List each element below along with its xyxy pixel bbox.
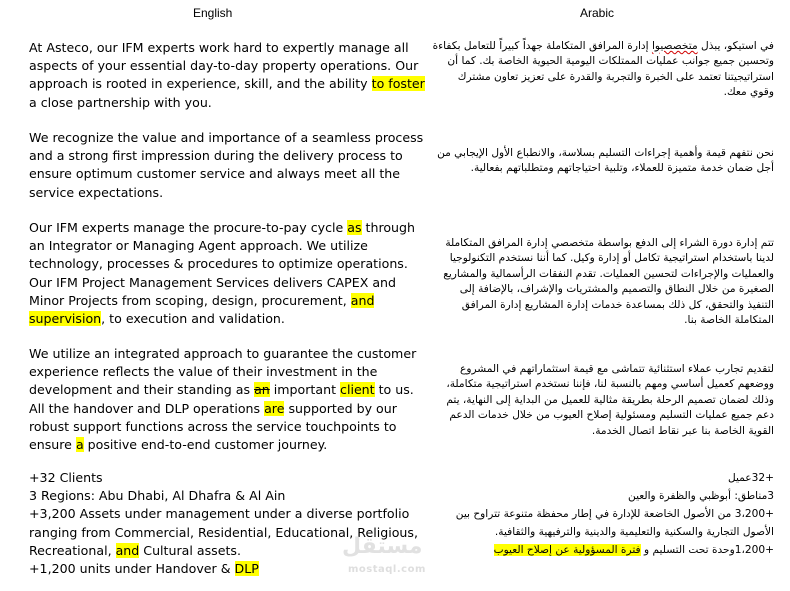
text-run: positive end-to-end customer journey. [83,436,328,452]
english-column-header: English [193,6,233,20]
text-line: and a strong first impression during the delivery process to [29,148,403,164]
text-line [29,292,401,310]
text-line: وتحسين جميع جوانب عمليات الممتلكات اليومية الحيوية الخاصة بك. كما أن [447,55,774,68]
text-line [402,39,774,54]
text-line [29,75,425,93]
mostaql-watermark [340,534,426,584]
highlighted-text: client [340,382,375,398]
text-run: through [361,220,416,235]
text-line: +32 Clients [29,470,103,485]
text-line: aspects of your essential day-to-day property operations. Our [29,58,419,74]
text-line: technology, processes & procedures to optimize operations. [29,256,408,272]
english-paragraph-intro [29,39,425,112]
text-line: We utilize an integrated approach to guarantee the customer [29,346,417,361]
text-line [29,400,401,418]
text-line: المتكاملة الخاصة بنا. [684,313,774,326]
text-line: +32عميل [727,472,774,484]
arabic-column-header: Arabic [580,6,615,20]
text-line: الصغيرة من خلال النطاق والتصميم والمشتريات والإشراف، بالإضافة إلى [459,283,774,296]
text-line: Our IFM Project Management Services delivers CAPEX and [29,274,397,290]
text-run: +1،200وحدة تحت التسليم و [640,544,774,556]
highlighted-text: فترة المسؤولية عن إصلاح العيوب [493,544,641,556]
text-run: Minor Projects from scoping, design, procurement, [29,292,351,308]
text-line [29,310,401,328]
arabic-stats-list [402,469,774,559]
text-line: +3،200 من الأصول الخاضعة للإدارة في إطار محفظة متنوعة تتراوح بين [455,508,774,520]
english-paragraph-integrated [29,345,417,454]
highlighted-text: to foster [371,76,425,92]
highlighted-text: as [347,220,362,235]
highlighted-text: a [75,436,84,452]
text-line: القوية الخاصة بنا عبر نقاط اتصال الخدمة. [591,424,774,437]
text-line: +3,200 Assets under management under a diverse portfolio [29,506,410,522]
arabic-paragraph-procurement [402,236,774,328]
text-line: أجل ضمان خدمة متميزة للعملاء، وتلبية احتياجاتهم ومتطلباتهم بفعالية. [470,162,774,175]
arabic-paragraph-intro [402,39,774,101]
text-run: إدارة المرافق المتكاملة جهداً كبيراً للتعامل بكفاءة [432,40,652,52]
text-run: approach is rooted in experience, skill, and the ability [29,76,372,92]
text-run: +1,200 units under Handover & [29,560,235,576]
text-line: التنفيذ والتحقق، كل ذلك بمساعدة خدمات إدارة المشاريع إدارة المرافق [461,298,774,311]
text-line: وذلك لضمان تصميم الرحلة بطريقة مثالية للعميل من البداية إلى النهاية، يتم [446,393,774,406]
text-line: لدينا باستخدام استراتيجية تكامل أو إدارة وكيل. كما أننا نستخدم التكنولوجيا [449,252,774,265]
text-run: All the handover and DLP operations [29,400,265,416]
text-run: ensure [29,436,76,452]
text-run: Our IFM experts manage the procure-to-pay cycle [29,220,348,235]
text-line: 3مناطق: أبوظبي والظفرة والعين [628,490,774,502]
text-line [29,381,414,399]
text-line: دعم جميع عمليات التسليم ومسئولية إصلاح العيوب من خلال خدمات الدعم [449,409,774,422]
highlighted-text: and [350,292,375,308]
text-line: استراتيجيتنا تعتمد على الخبرة والتجربة والقدرة على تعزيز تعاون مشترك [457,70,774,83]
text-line: ranging from Commercial, Residential, Educational, Religious, [29,524,418,540]
text-line [402,541,774,559]
highlighted-text: and [115,542,140,558]
highlighted-text: supervision [29,310,102,326]
text-line [29,436,401,454]
text-line: تتم إدارة دورة الشراء إلى الدفع بواسطة متخصصي إدارة المرافق المتكاملة [445,237,774,249]
text-line: robust support functions across the service touchpoints to [29,418,397,434]
text-run: في استيكو، يبذل [697,40,774,52]
text-line: الأصول التجارية والسكنية والتعليمية والدينية والترفيهية والثقافية. [494,526,774,538]
highlighted-text: are [264,400,285,416]
text-line: لتقديم تجارب عملاء استثنائية تتماشى مع قيمة استثماراتهم في المشروع [460,363,774,375]
text-line: We recognize the value and importance of a seamless process [29,130,424,145]
text-line: نحن نتفهم قيمة وأهمية إجراءات التسليم بسلاسة، والانطباع الأول الإيجابي من [437,147,774,159]
arabic-paragraph-integrated [402,362,774,439]
text-line: At Asteco, our IFM experts work hard to expertly manage all [29,40,409,55]
english-paragraph-procurement [29,219,416,328]
text-run: Cultural assets. [139,542,241,558]
text-line [29,219,416,237]
text-line: وقوي معك. [723,86,774,99]
text-run: supported by our [284,400,397,416]
text-line: ensure optimum customer service and always meet all the [29,166,401,182]
text-line: ووضعهم كعميل أساسي ومهم بالنسبة لنا، فإننا نستخدم استراتيجية متكاملة، [446,378,774,391]
text-run: , to execution and validation. [101,310,285,326]
misspelled-word: متخصصيوا [651,40,698,52]
english-paragraph-delivery [29,129,424,202]
text-line: an Integrator or Managing Agent approach. We utilize [29,238,368,254]
text-line: 3 Regions: Abu Dhabi, Al Dhafra & Al Ain [29,488,286,504]
text-line: service expectations. [29,184,164,200]
text-line: والعمليات والإجراءات لتحسين العمليات. تقدم النفقات الرأسمالية والمشاريع [443,267,774,280]
struck-highlighted-text: an [254,382,270,398]
arabic-paragraph-delivery [402,146,774,177]
watermark-domain: mostaql.com [348,564,426,575]
text-run: to us. [374,382,414,398]
watermark-logo-text: مستقل [342,534,423,559]
text-run: development and their standing as [29,382,255,398]
text-run: Recreational, [29,542,116,558]
text-run: important [269,382,341,398]
text-line: a close partnership with you. [29,94,212,110]
text-line: experience reflects the value of their investment in the [29,364,378,380]
highlighted-text: DLP [234,560,259,576]
